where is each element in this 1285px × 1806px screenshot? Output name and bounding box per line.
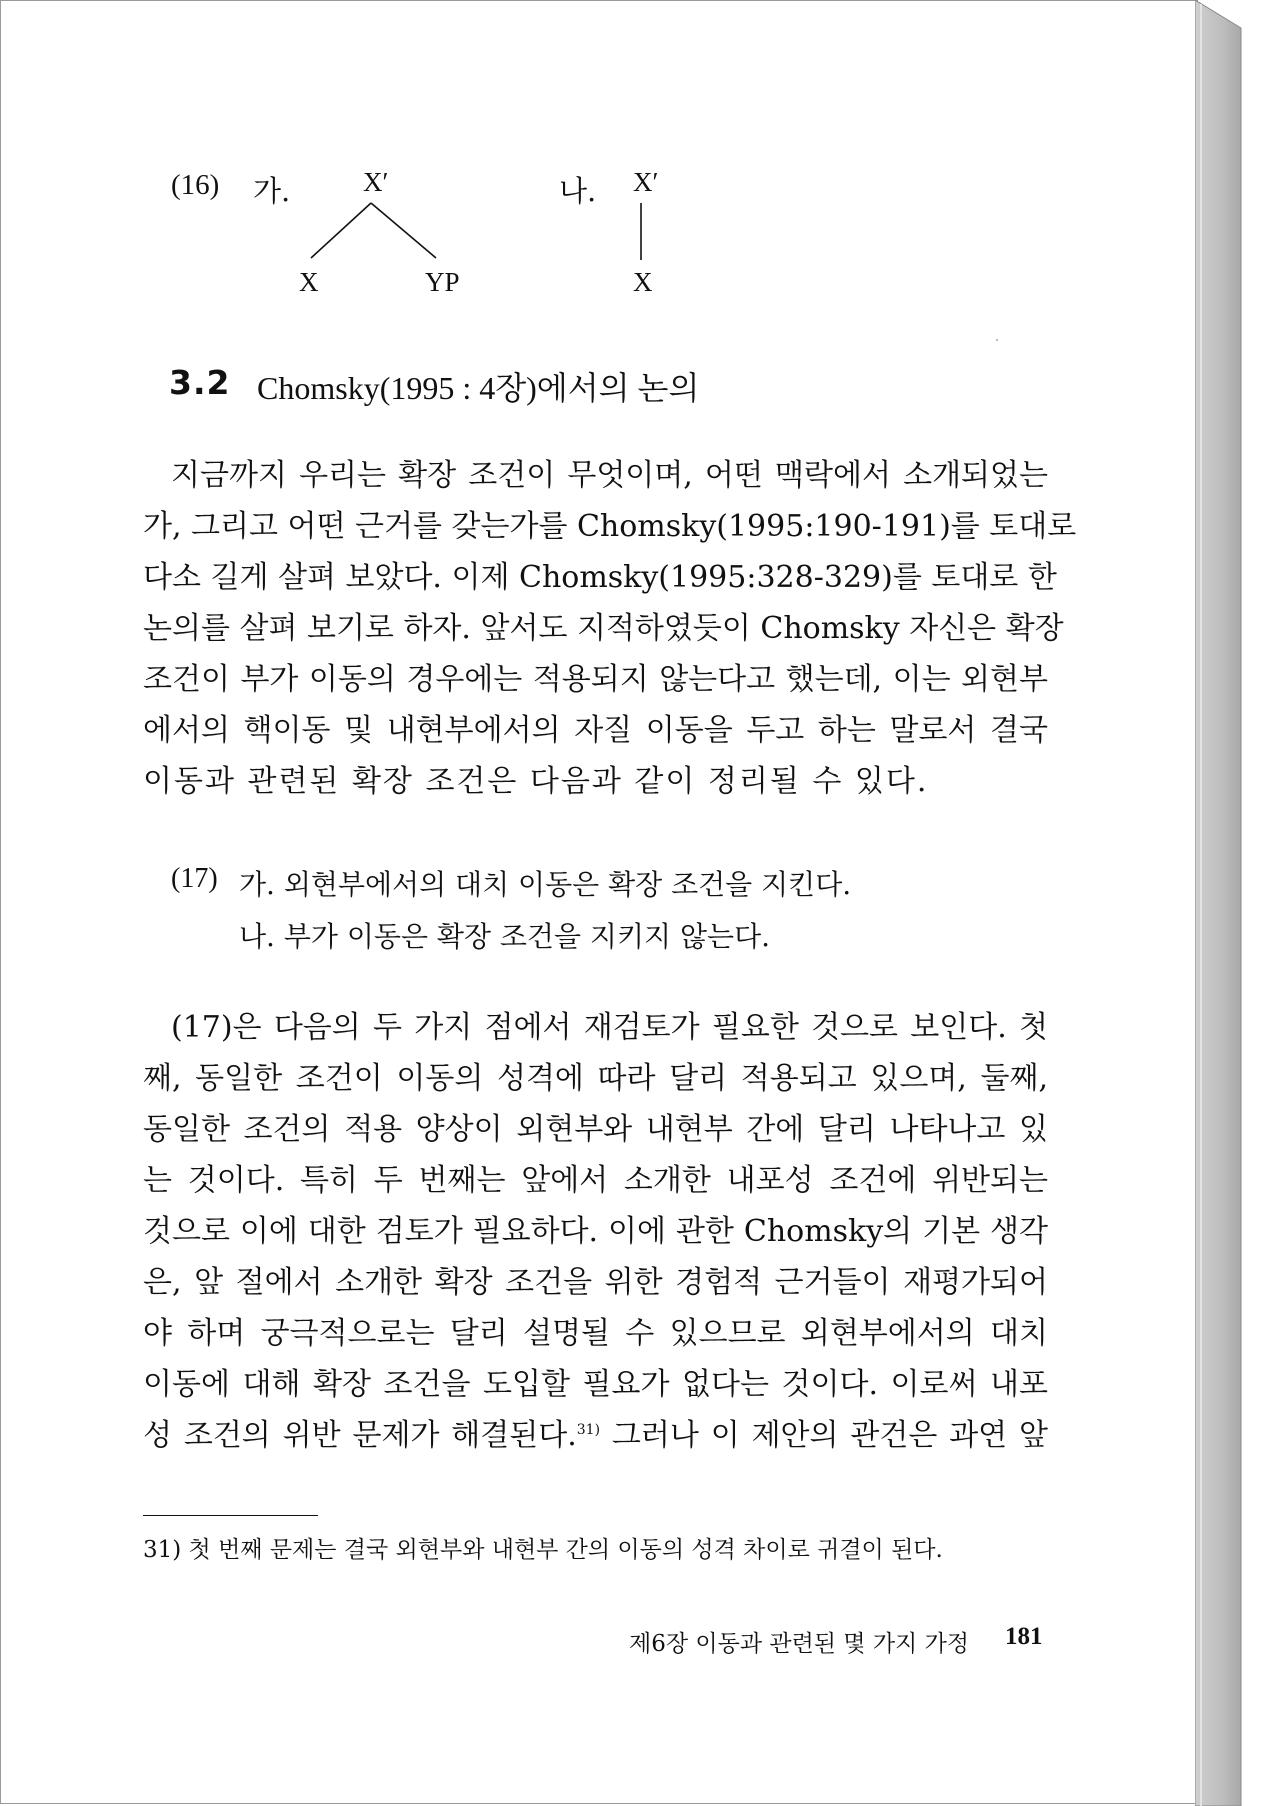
paragraph-2-last-line [143,1418,1049,1453]
paragraph-1-line: 논의를 살펴 보기로 하자. 앞서도 지적하였듯이 Chomsky 자신은 확장 [143,611,1064,646]
paragraph-1-line: 지금까지 우리는 확장 조건이 무엇이며, 어떤 맥락에서 소개되었는 [171,458,1048,493]
example-16-b-label: 나. [559,174,597,208]
paragraph-2-line: 은, 앞 절에서 소개한 확장 조건을 위한 경험적 근거들이 재평가되어 [143,1265,1048,1300]
paragraph-1-line: 이동과 관련된 확장 조건은 다음과 같이 정리될 수 있다. [143,764,929,799]
tree-b-root: X′ [633,167,659,197]
section-number: 3.2 [169,363,231,402]
paragraph-2-line: 동일한 조건의 적용 양상이 외현부와 내현부 간에 달리 나타나고 있 [143,1112,1048,1147]
footnote-reference: 31) [576,1422,601,1438]
example-17-number: (17) [171,863,218,894]
paragraph-2-line: 는 것이다. 특히 두 번째는 앞에서 소개한 내포성 조건에 위반되는 [143,1163,1048,1198]
tree-a-left-node: X [299,267,319,297]
tree-a-right-branch [371,203,436,258]
paragraph-1-line: 조건이 부가 이동의 경우에는 적용되지 않는다고 했는데, 이는 외현부 [143,662,1048,697]
tree-a-left-branch [311,203,371,258]
footnote-31: 31) 첫 번째 문제는 결국 외현부와 내현부 간의 이동의 성격 차이로 귀결이 된다. [143,1537,943,1563]
page-number: 181 [1005,1623,1043,1650]
paragraph-2-line: 째, 동일한 조건이 이동의 성격에 따라 달리 적용되고 있으며, 둘째, [143,1061,1048,1096]
paragraph-2-line: (17)은 다음의 두 가지 점에서 재검토가 필요한 것으로 보인다. 첫 [171,1010,1048,1045]
running-footer-chapter: 제6장 이동과 관련된 몇 가지 가정 [629,1631,970,1657]
footnote-rule [143,1515,318,1516]
example-16-a-label: 가. [253,174,291,208]
example-17-line-b: 나. 부가 이동은 확장 조건을 지키지 않는다. [239,920,771,953]
section-title: Chomsky(1995 : 4장)에서의 논의 [257,370,700,406]
tree-b-child: X [633,267,653,297]
paragraph-2-line: 이동에 대해 확장 조건을 도입할 필요가 없다는 것이다. 이로써 내포 [143,1367,1048,1402]
example-16-number: (16) [171,169,220,201]
page-edge-shadow [1195,0,1285,1806]
paragraph-2-line: 야 하며 궁극적으로는 달리 설명될 수 있으므로 외현부에서의 대치 [143,1316,1048,1351]
tree-a-right-node: YP [425,267,460,297]
paragraph-2-line: 것으로 이에 대한 검토가 필요하다. 이에 관한 Chomsky의 기본 생각 [143,1214,1048,1249]
paragraph-1-line: 에서의 핵이동 및 내현부에서의 자질 이동을 두고 하는 말로서 결국 [143,713,1048,748]
example-17-line-a: 가. 외현부에서의 대치 이동은 확장 조건을 지킨다. [239,868,852,901]
paragraph-1-line: 다소 길게 살펴 보았다. 이제 Chomsky(1995:328-329)를 토대로 한 [143,560,1057,595]
last-line-before: 성 조건의 위반 문제가 해결된다. [143,1418,577,1453]
paragraph-1-line: 가, 그리고 어떤 근거를 갖는가를 Chomsky(1995:190-191)를 토대로 [143,509,1077,544]
tree-a-root: X′ [363,167,389,197]
last-line-after: 그러나 이 제안의 관건은 과연 앞 [600,1418,1049,1453]
scan-speck [996,339,998,341]
